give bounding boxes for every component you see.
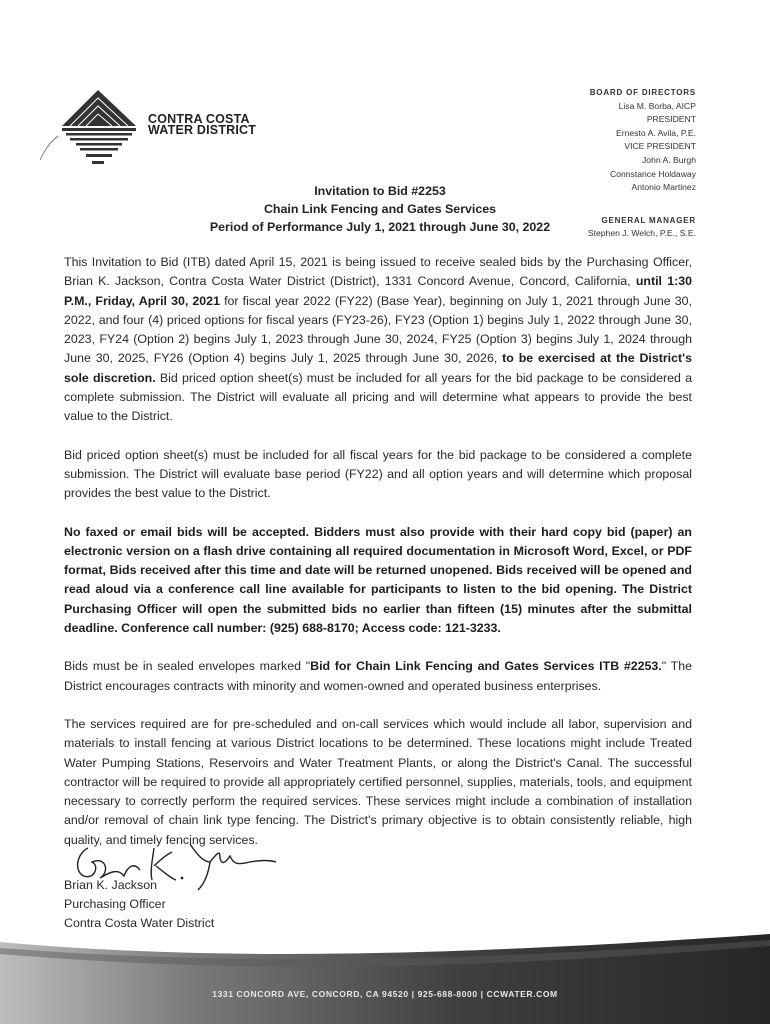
letter-body — [64, 253, 692, 869]
board-member: Lisa M. Borba, AICP — [618, 100, 696, 111]
org-name-line1: CONTRA COSTA — [148, 112, 250, 126]
p4-envelope-label: Bid for Chain Link Fencing and Gates Services ITB #2253. — [310, 659, 662, 674]
org-name-line2: WATER DISTRICT — [148, 123, 257, 137]
footer-wave — [0, 932, 770, 1024]
mountain-logo-icon — [40, 88, 150, 170]
footer-band — [0, 932, 770, 1024]
p1-text-a: This Invitation to Bid (ITB) dated April 15, 2021 is being issued to receive sealed bids by the Purchasing Officer, Brian K. Jackson, Contra Costa Water District (District), 1331 Concord Avenue, Concord, California, — [64, 255, 692, 289]
title-line1: Invitation to Bid #2253 — [314, 184, 446, 198]
p4-text-a: Bids must be in sealed envelopes marked " — [64, 659, 311, 674]
paragraph-4 — [64, 657, 692, 696]
board-member: John A. Burgh — [642, 154, 696, 165]
gm-heading: GENERAL MANAGER — [601, 215, 696, 225]
title-line2: Chain Link Fencing and Gates Services — [263, 202, 497, 216]
board-member: Antonio Martinez — [631, 182, 696, 193]
district-logo — [40, 88, 260, 168]
board-member: Ernesto A. Avila, P.E. — [616, 127, 696, 138]
board-member: Connstance Holdaway — [610, 168, 696, 179]
gm-name: Stephen J. Welch, P.E., S.E. — [587, 228, 696, 239]
p1-text-c: for fiscal year 2022 (FY22) (Base Year), beginning on July 1, 2021 through June 30, 2022, and four (4) priced options for fiscal years (FY23-26), FY23 (Option 1) begins July 1, 2022 through June 30, 2023, FY24 (Option 2) begins July 1, 2023 through June 30, 2024, FY25 (Option 3) begins July 1, 2024 through June 30, 2025, FY26 (Option 4) begins July 1, 2025 through June 30, 2026, — [64, 293, 692, 366]
document-title — [190, 182, 570, 236]
p1-deadline: until 1:30 P.M., Friday, April 30, 2021 — [64, 274, 693, 308]
org-name — [148, 114, 256, 136]
board-of-directors — [588, 86, 696, 241]
board-member: PRESIDENT — [646, 114, 696, 125]
signer-title: Purchasing Officer — [64, 897, 166, 911]
paragraph-5: The services required are for pre-scheduled and on-call services which would include all labor, supervision and materials to install fencing at various District locations to be determined. These locations might include Treated Water Pumping Stations, Reservoirs and Water Treatment Plants, or along the District's Canal. The successful contractor will be required to provide all appropriately certified personnel, supplies, materials, tools, and equipment necessary to correctly perform the required services. These services might include a combination of installation and/or removal of chain link type fencing. The District's primary objective is to obtain consistently reliable, high quality, and timely fencing services. — [64, 716, 692, 847]
p1-text-e: Bid priced option sheet(s) must be included for all years for the bid package to be considered a complete submission. The District will evaluate all pricing and will determine what appears to provide the best value to the District. — [64, 370, 692, 424]
paragraph-3: No faxed or email bids will be accepted. Bidders must also provide with their hard copy bid (paper) an electronic version on a flash drive containing all required documentation in Microsoft Word, Excel, or PDF format, Bids received after this time and date will be returned unopened. Bids received will be opened and read aloud via a conference call line available for participants to listen to the bid opening. The District Purchasing Officer will open the submitted bids no earlier than fifteen (15) minutes after the submittal deadline. Conference call number: (925) 688-8170; Access code: 121-3233. — [64, 524, 692, 636]
footer-address: 1331 CONCORD AVE, CONCORD, CA 94520 | 925-688-8000 | CCWATER.COM — [212, 989, 558, 999]
paragraph-2: Bid priced option sheet(s) must be included for all fiscal years for the bid package to be considered a complete submission. The District will evaluate base period (FY22) and all option years and will determine which proposal provides the best value to the District. — [64, 447, 692, 501]
paragraph-1 — [64, 253, 692, 427]
p1-discretion: to be exercised at the District's sole discretion. — [64, 351, 692, 385]
signer-org: Contra Costa Water District — [64, 916, 215, 930]
signature-block — [64, 876, 214, 933]
p4-text-c: " The District encourages contracts with minority and women-owned and operated business enterprises. — [64, 659, 693, 693]
signer-name: Brian K. Jackson — [64, 878, 157, 892]
title-line3: Period of Performance July 1, 2021 through June 30, 2022 — [209, 220, 551, 234]
board-member: VICE PRESIDENT — [624, 141, 696, 152]
board-heading: BOARD OF DIRECTORS — [589, 88, 696, 97]
